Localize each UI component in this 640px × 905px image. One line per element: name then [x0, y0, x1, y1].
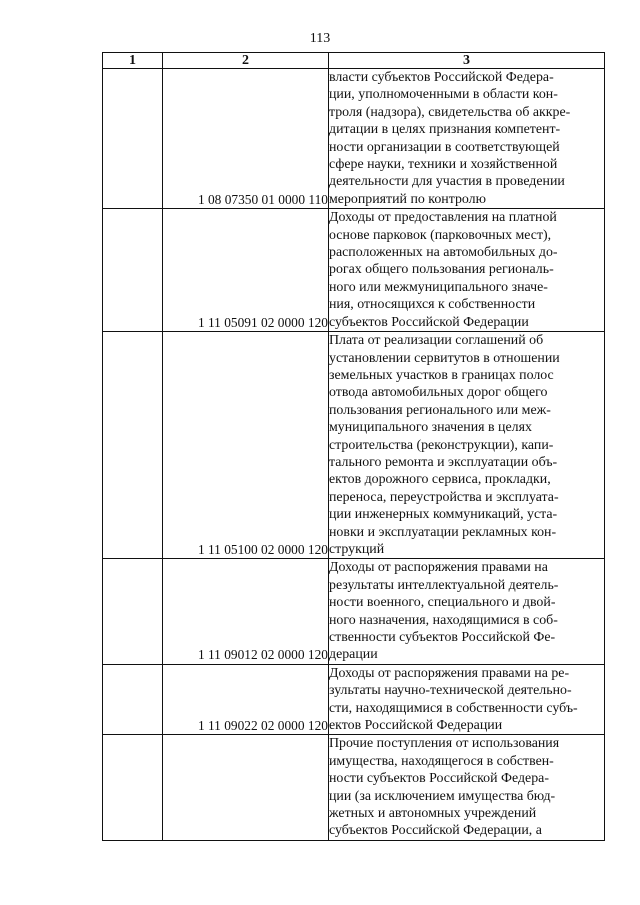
- description-line: ции, уполномоченными в области кон-: [329, 87, 558, 103]
- row-number-cell: [103, 735, 163, 840]
- header-col-1: 1: [103, 53, 163, 69]
- description-line: имущества, находящегося в собствен-: [329, 753, 554, 769]
- description-line: зультаты научно-технической деятельно-: [329, 683, 572, 699]
- description-cell: [329, 69, 605, 209]
- description-cell: [329, 664, 605, 735]
- budget-code-cell: 1 11 05091 02 0000 120: [163, 209, 329, 332]
- budget-code-cell: 1 11 09022 02 0000 120: [163, 664, 329, 735]
- description-line: тального ремонта и эксплуатации объ-: [329, 454, 558, 470]
- description-line: дерации: [329, 647, 378, 663]
- description-line: отвода автомобильных дорог общего: [329, 385, 548, 401]
- description-line: Прочие поступления от использования: [329, 736, 560, 752]
- budget-code-cell: 1 11 05100 02 0000 120: [163, 332, 329, 559]
- table-body: [103, 69, 605, 841]
- row-number-cell: [103, 664, 163, 735]
- description-line: Доходы от распоряжения правами на ре-: [329, 665, 570, 681]
- header-col-3: 3: [329, 53, 605, 69]
- row-number-cell: [103, 69, 163, 209]
- table-row: [103, 209, 605, 332]
- description-cell: [329, 559, 605, 664]
- table-row: [103, 664, 605, 735]
- description-line: ектов Российской Федерации: [329, 718, 503, 734]
- description-line: сти, находящимися в собственности субъ-: [329, 700, 578, 716]
- description-line: власти субъектов Российской Федера-: [329, 70, 554, 85]
- description-cell: [329, 209, 605, 332]
- table-row: [103, 332, 605, 559]
- description-line: ного назначения, находящимися в соб-: [329, 612, 558, 628]
- description-line: ния, относящихся к собственности: [329, 297, 536, 313]
- description-line: ственности субъектов Российской Фе-: [329, 630, 556, 645]
- description-line: земельных участков в границах полос: [329, 367, 554, 383]
- revenue-codes-table: [102, 52, 605, 841]
- description-line: струкций: [329, 541, 385, 557]
- table-header-row: [103, 53, 605, 69]
- description-line: троля (надзора), свидетельства об аккре-: [329, 104, 571, 120]
- row-number-cell: [103, 559, 163, 664]
- description-line: рогах общего пользования региональ-: [329, 262, 554, 278]
- budget-code-cell: 1 11 09012 02 0000 120: [163, 559, 329, 664]
- description-line: ции инженерных коммуникаций, уста-: [329, 507, 558, 523]
- description-line: субъектов Российской Федерации: [329, 314, 529, 330]
- description-line: строительства (реконструкции), капи-: [329, 437, 554, 453]
- table-row: [103, 735, 605, 840]
- row-number-cell: [103, 209, 163, 332]
- description-line: ектов дорожного сервиса, прокладки,: [329, 472, 551, 488]
- description-line: ного или межмуниципального значе-: [329, 279, 548, 295]
- description-line: деятельности для участия в проведении: [329, 174, 565, 190]
- description-line: мероприятий по контролю: [329, 191, 486, 207]
- row-number-cell: [103, 332, 163, 559]
- description-line: основе парковок (парковочных мест),: [329, 227, 552, 243]
- description-line: расположенных на автомобильных до-: [329, 245, 558, 261]
- budget-code-cell: [163, 735, 329, 840]
- description-line: жетных и автономных учреждений: [329, 806, 537, 822]
- description-line: результаты интеллектуальной деятель-: [329, 577, 559, 593]
- description-line: ности организации в соответствующей: [329, 139, 560, 155]
- description-cell: [329, 332, 605, 559]
- description-line: дитации в целях признания компетент-: [329, 122, 561, 138]
- description-line: ности субъектов Российской Федера-: [329, 771, 549, 787]
- description-line: муниципального значения в целях: [329, 420, 532, 436]
- description-line: переноса, переустройства и эксплуата-: [329, 489, 559, 505]
- description-line: субъектов Российской Федерации, а: [329, 823, 542, 839]
- page-number: 113: [309, 31, 331, 46]
- description-line: пользования регионального или меж-: [329, 402, 551, 418]
- description-line: новки и эксплуатации рекламных кон-: [329, 524, 557, 540]
- table-row: [103, 69, 605, 209]
- description-line: Доходы от распоряжения правами на: [329, 560, 548, 576]
- description-line: ции (за исключением имущества бюд-: [329, 788, 556, 804]
- budget-code-cell: 1 08 07350 01 0000 110: [163, 69, 329, 209]
- description-line: сфере науки, техники и хозяйственной: [329, 157, 558, 173]
- description-line: Доходы от предоставления на платной: [329, 210, 557, 226]
- description-line: установлении сервитутов в отношении: [329, 350, 560, 366]
- description-line: ности военного, специального и двой-: [329, 595, 556, 611]
- header-col-2: 2: [163, 53, 329, 69]
- description-line: Плата от реализации соглашений об: [329, 333, 544, 349]
- table-row: [103, 559, 605, 664]
- description-cell: [329, 735, 605, 840]
